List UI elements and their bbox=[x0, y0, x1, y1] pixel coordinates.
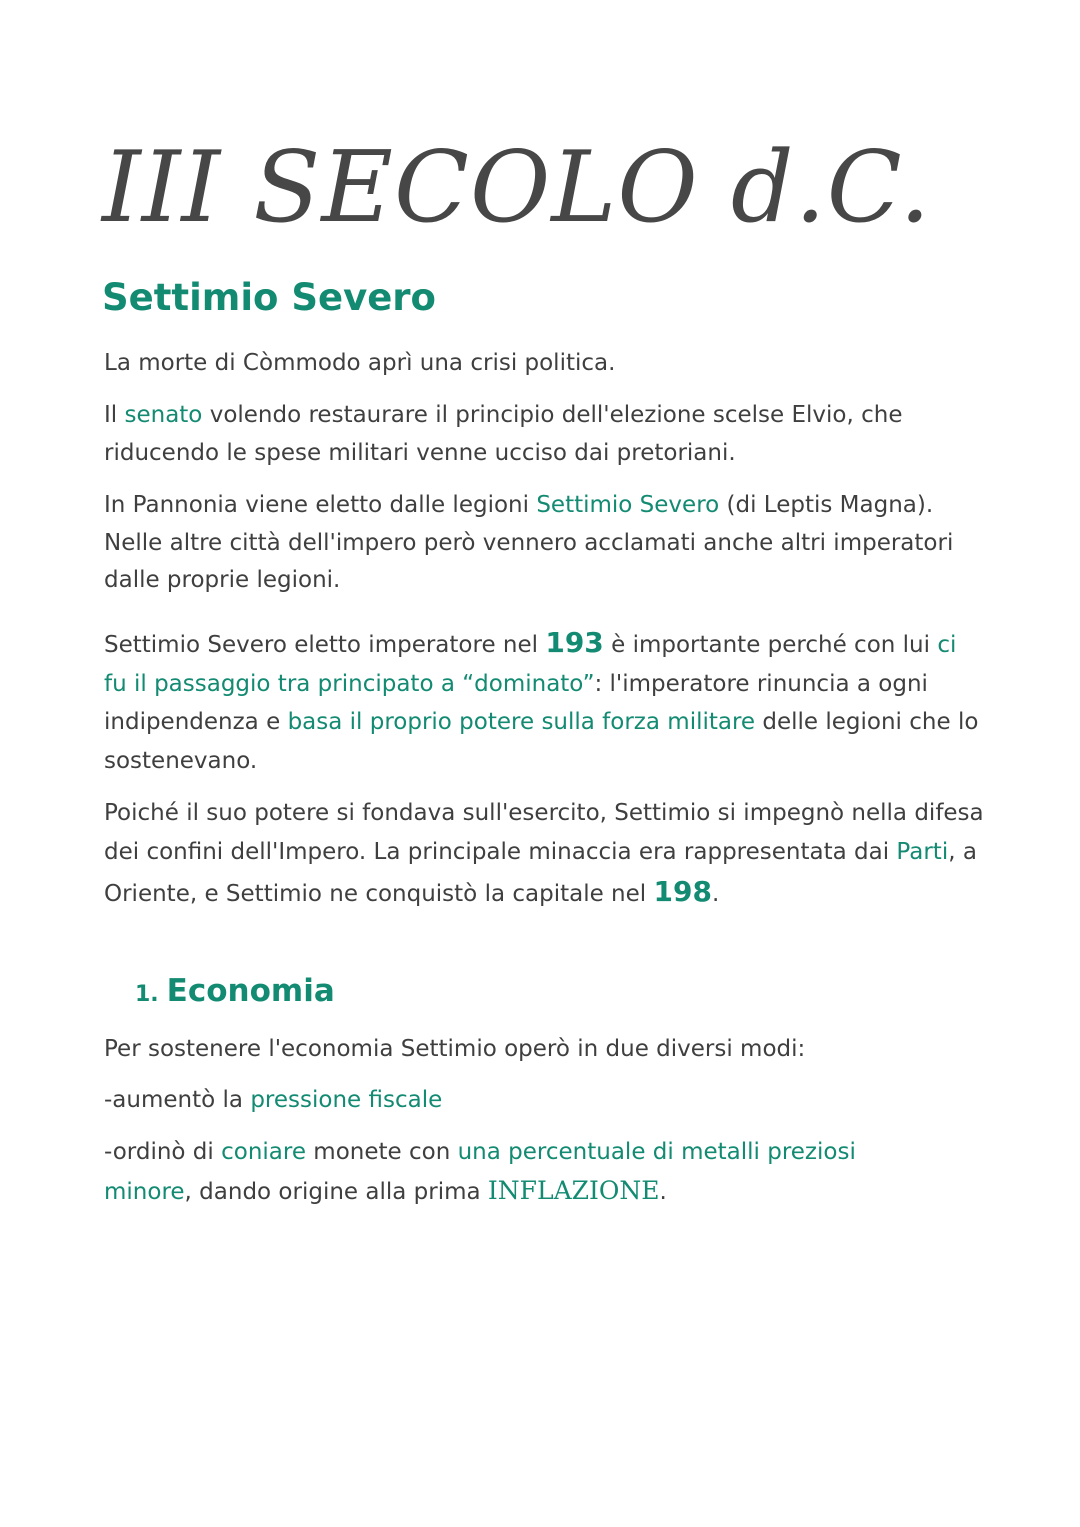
economia-intro: Per sostenere l'economia Settimio operò in due diversi modi: bbox=[104, 1036, 806, 1062]
highlight-coniare: coniare bbox=[221, 1139, 306, 1165]
highlight-settimio-severo: Settimio Severo bbox=[536, 492, 720, 518]
economia-item-1-text: -aumentò la bbox=[104, 1087, 251, 1113]
paragraph-1-text: La morte di Còmmodo aprì una crisi politica. bbox=[104, 350, 616, 376]
paragraph-4-text-d: delle legioni che lo sostenevano. bbox=[104, 709, 979, 774]
paragraph-3 bbox=[104, 487, 984, 600]
highlight-inflazione: INFLAZIONE bbox=[487, 1176, 660, 1205]
highlight-year-198: 198 bbox=[653, 875, 712, 908]
paragraph-3-text: In Pannonia viene eletto dalle legioni bbox=[104, 492, 537, 518]
section-heading: Settimio Severo bbox=[102, 276, 436, 319]
economia-item-2-text-b: monete con bbox=[306, 1139, 458, 1165]
paragraph-2 bbox=[104, 397, 984, 472]
economia-item-2-line-1 bbox=[104, 1134, 856, 1172]
paragraph-5 bbox=[104, 794, 984, 914]
page-title: III SECOLO d.C. bbox=[102, 131, 932, 245]
economia-item-1 bbox=[104, 1082, 442, 1120]
paragraph-1 bbox=[104, 345, 984, 383]
highlight-year-193: 193 bbox=[545, 626, 604, 659]
paragraph-4-text-b: è importante perché con lui bbox=[603, 632, 938, 658]
paragraph-5-text: Poiché il suo potere si fondava sull'esercito, Settimio si impegnò nella difesa dei confini dell'Impero. La principale minaccia era rappresentata dai bbox=[104, 800, 984, 865]
paragraph-4 bbox=[104, 624, 984, 780]
highlight-percentuale-cont: minore bbox=[104, 1179, 185, 1205]
economia-item-2-text-d: . bbox=[659, 1179, 667, 1205]
highlight-senato: senato bbox=[124, 402, 203, 428]
highlight-passaggio: ci fu il passaggio tra principato a “dominato” bbox=[104, 632, 957, 697]
subsection-number: 1. bbox=[135, 982, 159, 1007]
subsection-label: Economia bbox=[166, 973, 335, 1009]
subsection-heading-economia bbox=[135, 966, 335, 1020]
paragraph-4-text: Settimio Severo eletto imperatore nel bbox=[104, 632, 546, 658]
paragraph-2-text-cont: volendo restaurare il principio dell'elezione scelse Elvio, che riducendo le spese militari venne ucciso dai pretoriani. bbox=[104, 402, 903, 466]
highlight-pressione-fiscale: pressione fiscale bbox=[250, 1087, 443, 1113]
economia-item-2-text-c: , dando origine alla prima bbox=[184, 1179, 488, 1205]
paragraph-2-text: Il bbox=[104, 402, 125, 428]
paragraph-5-text-b: , a Oriente, e Settimio ne conquistò la capitale nel bbox=[104, 839, 977, 907]
paragraph-5-text-c: . bbox=[711, 881, 720, 907]
economia-item-2-line-2 bbox=[104, 1172, 667, 1212]
highlight-percentuale: una percentuale di metalli preziosi bbox=[457, 1139, 856, 1165]
paragraph-4-text-c: : l'imperatore rinuncia a ogni indipendenza e bbox=[104, 670, 928, 735]
highlight-potere-militare: basa il proprio potere sulla forza militare bbox=[287, 709, 756, 735]
highlight-parti: Parti bbox=[896, 839, 949, 865]
economia-item-2-text: -ordinò di bbox=[104, 1139, 222, 1165]
paragraph-3-text-cont: (di Leptis Magna). Nelle altre città dell'impero però vennero acclamati anche altri imperatori dalle proprie legioni. bbox=[104, 492, 954, 593]
